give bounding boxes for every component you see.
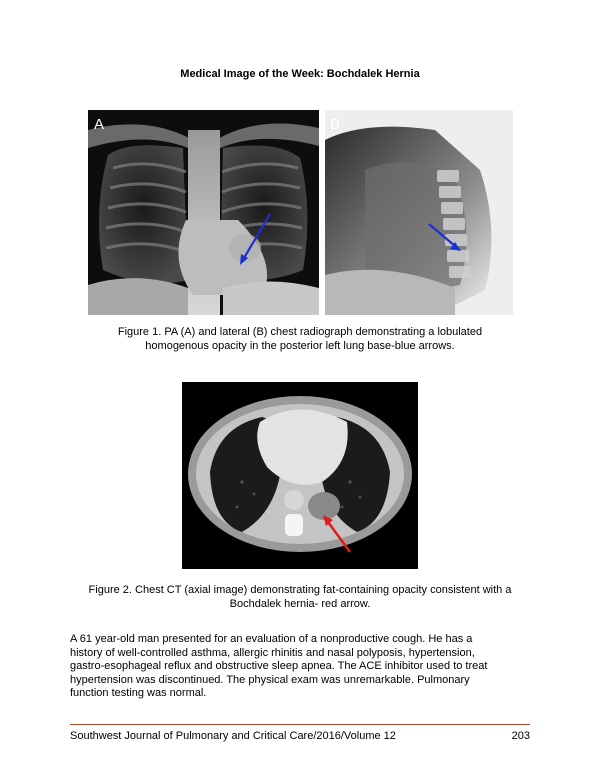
footer-journal: Southwest Journal of Pulmonary and Critical Care/2016/Volume 12 bbox=[70, 730, 396, 742]
ct-axial-image bbox=[182, 382, 418, 569]
figure1-caption: Figure 1. PA (A) and lateral (B) chest radiograph demonstrating a lobulated homogenous opacity in the posterior left lung base-blue arrows. bbox=[117, 326, 483, 352]
footer-divider bbox=[70, 724, 530, 725]
paragraph-line: hypertension was discontinued. The physical exam was unremarkable. Pulmonary bbox=[70, 673, 470, 686]
case-description-paragraph bbox=[70, 633, 540, 701]
figure1-pa-radiograph bbox=[88, 110, 319, 315]
figure2-ct-image bbox=[182, 382, 418, 569]
paragraph-line: function testing was normal. bbox=[70, 687, 207, 699]
figure1-lateral-radiograph bbox=[325, 110, 513, 315]
panel-label-a: A bbox=[94, 116, 105, 133]
figure2-caption: Figure 2. Chest CT (axial image) demonstrating fat-containing opacity consistent with a Bochdalek hernia- red arrow. bbox=[88, 584, 512, 610]
lateral-radiograph-image bbox=[325, 110, 513, 315]
page-title: Medical Image of the Week: Bochdalek Hernia bbox=[180, 68, 420, 80]
paragraph-line: A 61 year-old man presented for an evaluation of a nonproductive cough. He has a bbox=[70, 633, 473, 645]
page-number: 203 bbox=[511, 730, 530, 742]
panel-label-b: B bbox=[330, 116, 341, 133]
paragraph-line: gastro-esophageal reflux and obstructive sleep apnea. The ACE inhibitor used to treat bbox=[70, 660, 488, 672]
pa-radiograph-image bbox=[88, 110, 319, 315]
paragraph-line: history of well-controlled asthma, allergic rhinitis and nasal polyposis, hypertension, bbox=[70, 646, 475, 659]
